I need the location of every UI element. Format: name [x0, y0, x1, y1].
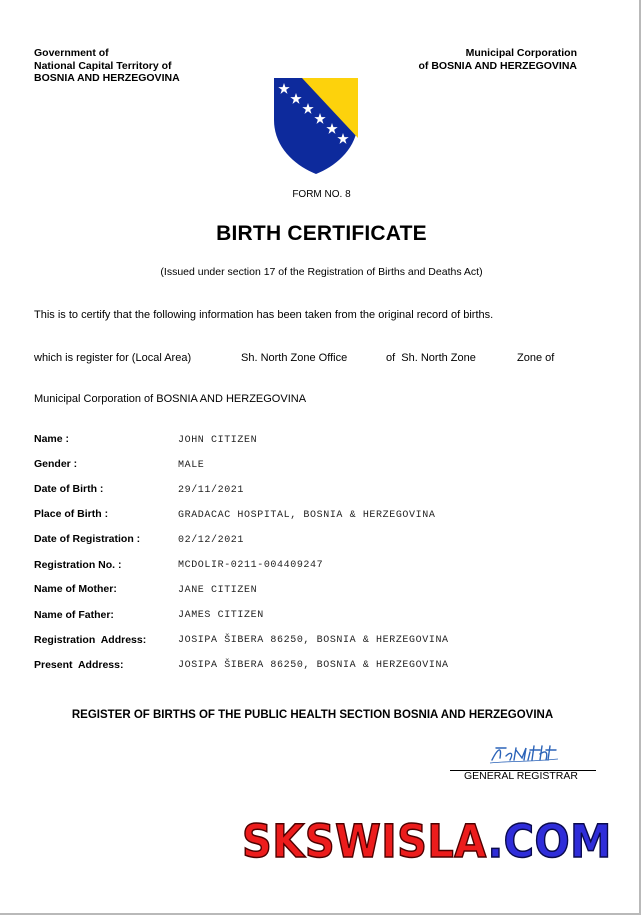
field-label-mother: Name of Mother: [34, 583, 117, 595]
header-right-line-2: of BOSNIA AND HERZEGOVINA [418, 59, 577, 72]
header-left-line-3: BOSNIA AND HERZEGOVINA [34, 72, 180, 84]
field-value-registration-address: JOSIPA ŠIBERA 86250, BOSNIA & HERZEGOVINA [178, 635, 449, 646]
general-registrar-label: GENERAL REGISTRAR [464, 770, 578, 782]
page-title: BIRTH CERTIFICATE [216, 222, 427, 245]
field-label-name: Name : [34, 433, 70, 445]
field-value-mother: JANE CITIZEN [178, 585, 258, 596]
watermark-part-2: .COM [487, 815, 612, 868]
field-label-gender: Gender : [34, 458, 78, 470]
coat-of-arms-icon [272, 76, 360, 176]
header-right-line-1: Municipal Corporation [465, 47, 577, 59]
header-municipal [419, 47, 577, 72]
field-label-date-of-registration: Date of Registration : [34, 533, 141, 545]
signature-icon [488, 742, 560, 766]
register-line-zone-of: Zone of [517, 352, 555, 364]
form-number: FORM NO. 8 [292, 189, 351, 200]
header-left-line-1: Government of [34, 47, 109, 59]
field-value-name: JOHN CITIZEN [178, 435, 258, 446]
field-value-gender: MALE [178, 460, 205, 471]
field-label-registration-address: Registration Address: [34, 634, 147, 646]
municipal-line: Municipal Corporation of BOSNIA AND HERZEGOVINA [34, 393, 307, 405]
header-government [34, 47, 180, 85]
subtitle: (Issued under section 17 of the Registration of Births and Deaths Act) [160, 266, 483, 278]
field-value-date-of-birth: 29/11/2021 [178, 485, 245, 496]
field-value-place-of-birth: GRADACAC HOSPITAL, BOSNIA & HERZEGOVINA [178, 510, 436, 521]
register-line-office: Sh. North Zone Office [241, 352, 348, 364]
field-value-father: JAMES CITIZEN [178, 610, 264, 621]
field-label-date-of-birth: Date of Birth : [34, 483, 104, 495]
certify-statement: This is to certify that the following information has been taken from the original record of births. [34, 309, 494, 321]
header-left-line-2: National Capital Territory of [34, 59, 172, 72]
field-label-present-address: Present Address: [34, 659, 124, 671]
field-value-present-address: JOSIPA ŠIBERA 86250, BOSNIA & HERZEGOVINA [178, 660, 449, 671]
watermark-part-1: SKSWISLA [242, 815, 488, 868]
field-label-registration-no: Registration No. : [34, 559, 122, 571]
field-value-registration-no: MCDOLIR-0211-004409247 [178, 560, 324, 571]
register-footer-title: REGISTER OF BIRTHS OF THE PUBLIC HEALTH SECTION BOSNIA AND HERZEGOVINA [71, 709, 554, 721]
register-line-prefix: which is register for (Local Area) [34, 352, 192, 364]
watermark [242, 815, 612, 868]
register-line-zone: of Sh. North Zone [386, 352, 476, 364]
field-value-date-of-registration: 02/12/2021 [178, 535, 245, 546]
field-label-father: Name of Father: [34, 609, 114, 621]
field-label-place-of-birth: Place of Birth : [34, 508, 109, 520]
